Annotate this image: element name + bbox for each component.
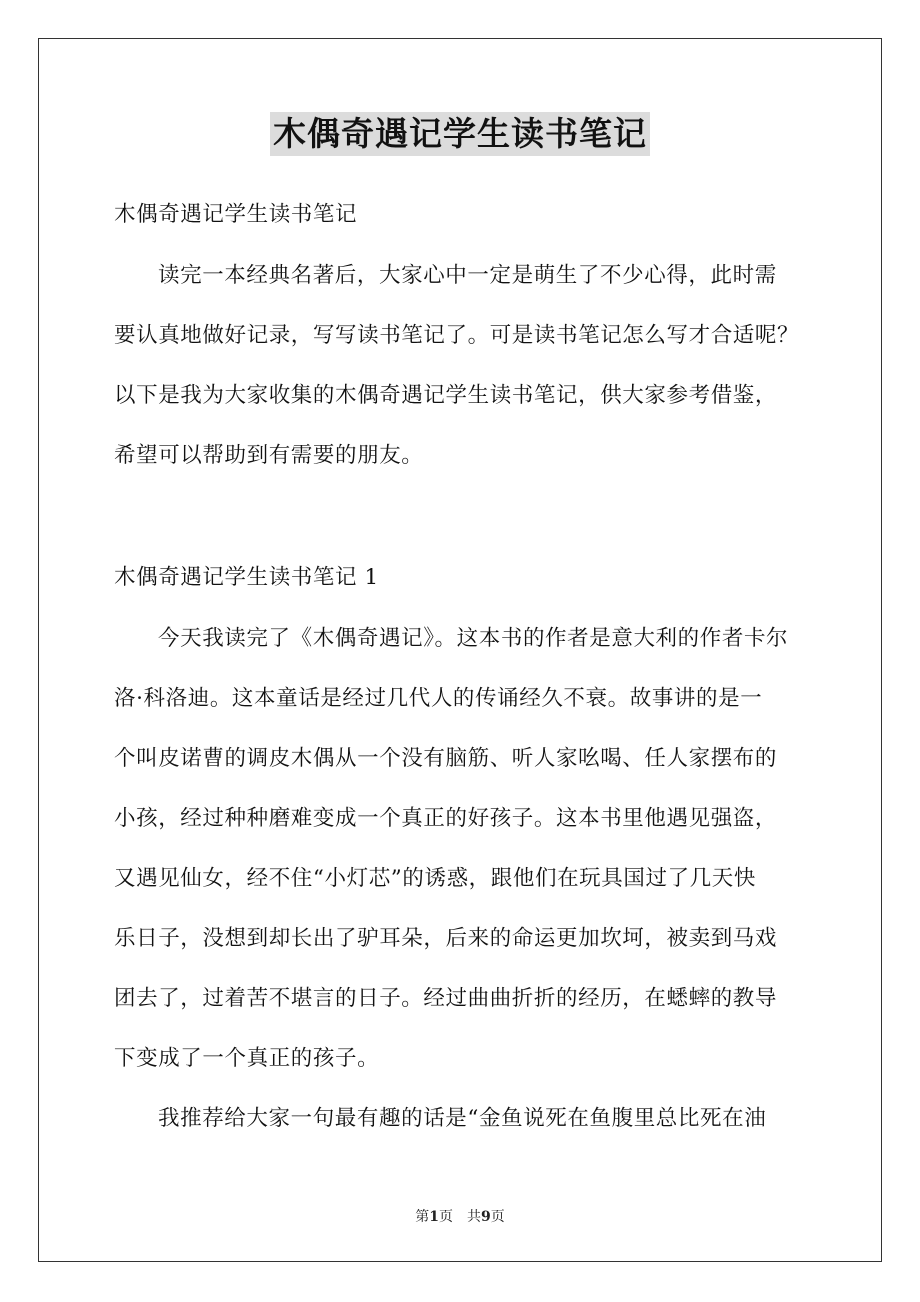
section-heading: 木偶奇遇记学生读书笔记 1 xyxy=(114,565,379,590)
intro-line: 以下是我为大家收集的木偶奇遇记学生读书笔记，供大家参考借鉴， xyxy=(114,383,778,408)
section1-line: 洛·科洛迪。这本童话是经过几代人的传诵经久不衰。故事讲的是一 xyxy=(114,686,763,711)
section1-line: 又遇见仙女，经不住“小灯芯”的诱惑，跟他们在玩具国过了几天快 xyxy=(114,866,756,891)
section1-line: 乐日子，没想到却长出了驴耳朵，后来的命运更加坎坷，被卖到马戏 xyxy=(114,926,778,951)
page-title: 木偶奇遇记学生读书笔记 xyxy=(270,112,650,156)
intro-line: 读完一本经典名著后，大家心中一定是萌生了不少心得，此时需 xyxy=(158,263,777,288)
footer-page-suffix: 页 xyxy=(490,1209,505,1225)
section1-line: 团去了，过着苦不堪言的日子。经过曲曲折折的经历，在蟋蟀的教导 xyxy=(114,986,778,1011)
section1-line: 下变成了一个真正的孩子。 xyxy=(114,1046,380,1071)
intro-line: 希望可以帮助到有需要的朋友。 xyxy=(114,443,424,468)
footer-page-total: 9 xyxy=(481,1209,491,1225)
section1-para2-line: 我推荐给大家一句最有趣的话是“金鱼说死在鱼腹里总比死在油 xyxy=(158,1106,767,1131)
footer-page-current: 1 xyxy=(429,1209,439,1225)
section1-line: 今天我读完了《木偶奇遇记》。这本书的作者是意大利的作者卡尔 xyxy=(158,626,789,651)
intro-line: 要认真地做好记录，写写读书笔记了。可是读书笔记怎么写才合适呢？ xyxy=(114,323,800,348)
page-footer xyxy=(0,1206,920,1226)
footer-page-mid: 页 共 xyxy=(439,1209,481,1225)
title-container xyxy=(0,112,920,156)
footer-page-prefix: 第 xyxy=(415,1209,430,1225)
document-subtitle: 木偶奇遇记学生读书笔记 xyxy=(114,202,358,227)
section1-line: 个叫皮诺曹的调皮木偶从一个没有脑筋、听人家吆喝、任人家摆布的 xyxy=(114,746,778,771)
section1-line: 小孩，经过种种磨难变成一个真正的好孩子。这本书里他遇见强盗， xyxy=(114,806,778,831)
